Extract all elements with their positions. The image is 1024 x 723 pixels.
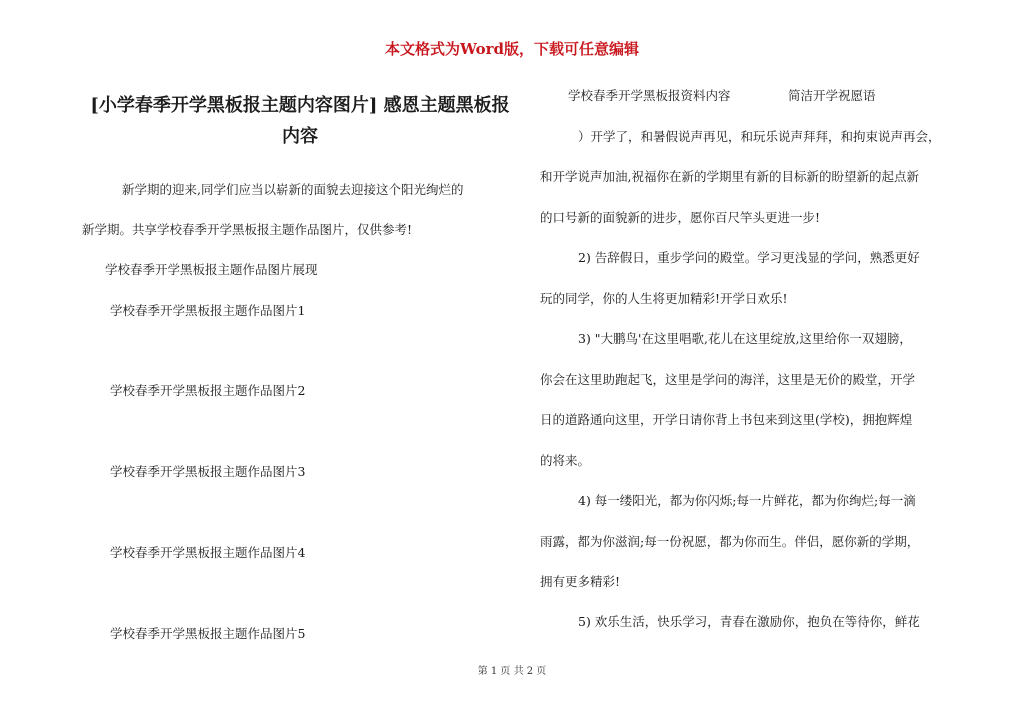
paragraph-4-line2: 雨露，都为你滋润;每一份祝愿，都为你而生。伴侣，愿你新的学期， (540, 534, 920, 549)
paragraph-3-line2: 你会在这里助跑起飞，这里是学问的海洋，这里是无价的殿堂，开学 (540, 372, 916, 387)
right-heading-materials: 学校春季开学黑板报资料内容 (568, 88, 731, 103)
right-heading-wishes: 简洁开学祝愿语 (788, 88, 876, 103)
picture-caption-3: 学校春季开学黑板报主题作品图片3 (110, 464, 306, 479)
paragraph-4-line3: 拥有更多精彩! (540, 574, 621, 589)
showcase-heading: 学校春季开学黑板报主题作品图片展现 (105, 262, 318, 277)
document-title-line2: 内容 (282, 126, 318, 147)
picture-caption-5: 学校春季开学黑板报主题作品图片5 (110, 626, 306, 641)
paragraph-5-line1: 5) 欢乐生活，快乐学习，青春在激励你，抱负在等待你，鲜花 (578, 614, 920, 629)
paragraph-1-line1: ）开学了，和暑假说声再见，和玩乐说声拜拜，和拘束说声再会， (578, 129, 941, 144)
paragraph-3-line4: 的将来。 (540, 453, 591, 468)
picture-caption-4: 学校春季开学黑板报主题作品图片4 (110, 545, 306, 560)
paragraph-1-line2: 和开学说声加油,祝福你在新的学期里有新的目标新的盼望新的起点新 (540, 169, 919, 184)
paragraph-4-line1: 4) 每一缕阳光，都为你闪烁;每一片鲜花，都为你绚烂;每一滴 (578, 493, 916, 508)
paragraph-2-line1: 2) 告辞假日，重步学问的殿堂。学习更浅显的学问，熟悉更好 (578, 250, 920, 265)
intro-paragraph-line1: 新学期的迎来,同学们应当以崭新的面貌去迎接这个阳光绚烂的 (122, 182, 464, 197)
document-title-line1: [小学春季开学黑板报主题内容图片] 感恩主题黑板报 (90, 95, 510, 116)
paragraph-2-line2: 玩的同学，你的人生将更加精彩!开学日欢乐! (540, 291, 788, 306)
paragraph-3-line3: 日的道路通向这里，开学日请你背上书包来到这里(学校)，拥抱辉煌 (540, 412, 913, 427)
paragraph-1-line3: 的口号新的面貌新的进步，愿你百尺竿头更进一步! (540, 210, 821, 225)
page-number: 第 1 页 共 2 页 (477, 666, 547, 677)
intro-paragraph-line2: 新学期。共享学校春季开学黑板报主题作品图片，仅供参考! (82, 222, 413, 237)
picture-caption-1: 学校春季开学黑板报主题作品图片1 (110, 303, 306, 318)
picture-caption-2: 学校春季开学黑板报主题作品图片2 (110, 383, 306, 398)
editable-banner: 本文格式为Word版，下载可任意编辑 (384, 40, 640, 58)
paragraph-3-line1: 3) "大鹏鸟'在这里唱歌,花儿在这里绽放,这里给你一双翅膀， (578, 331, 912, 346)
